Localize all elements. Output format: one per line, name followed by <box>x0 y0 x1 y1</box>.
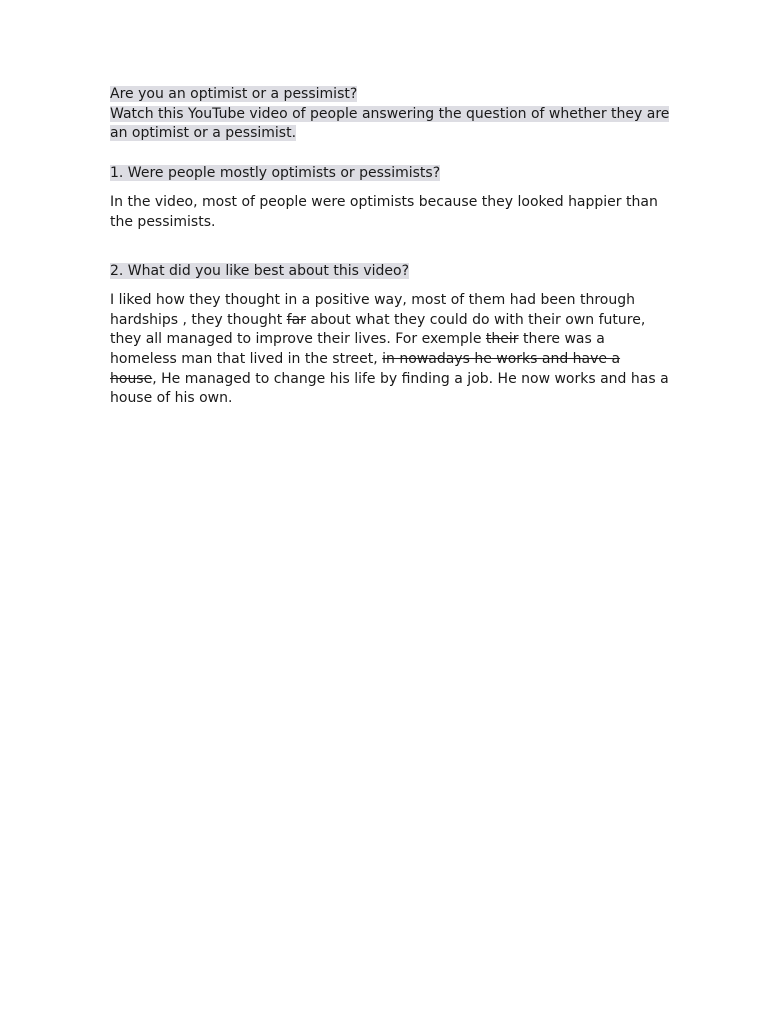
document-page <box>110 85 670 409</box>
answer-1: In the video, most of people were optimists because they looked happier than the pessimists. <box>110 194 658 230</box>
answer-2-text: , He managed to change his life by finding a job. He now works and has a house of his own. <box>110 370 669 407</box>
answer-2-text: about what they could do with their own future, they all managed to improve their lives. For exemple <box>110 311 646 348</box>
answer-2-text: I liked how they thought in a positive way, most of them had been through hardships , they thought <box>110 292 635 328</box>
question-2-text: 2. What did you like best about this video? <box>110 262 410 279</box>
answer-2 <box>110 291 670 409</box>
document-title: Are you an optimist or a pessimist? <box>110 86 358 102</box>
answer-2-strikethrough: in nowadays he works and have a house <box>110 350 621 387</box>
document-instructions: Watch this YouTube video of people answering the question of whether they are an optimist or a pessimist. <box>110 105 670 142</box>
document-header <box>110 85 670 144</box>
question-1-text: 1. Were people mostly optimists or pessimists? <box>110 164 441 181</box>
question-2 <box>110 262 670 282</box>
answer-2-text: there was a homeless man that lived in the street, <box>110 331 605 367</box>
question-1 <box>110 164 670 184</box>
answer-2-strikethrough: their <box>485 331 519 348</box>
answer-2-strikethrough: far <box>286 311 306 328</box>
